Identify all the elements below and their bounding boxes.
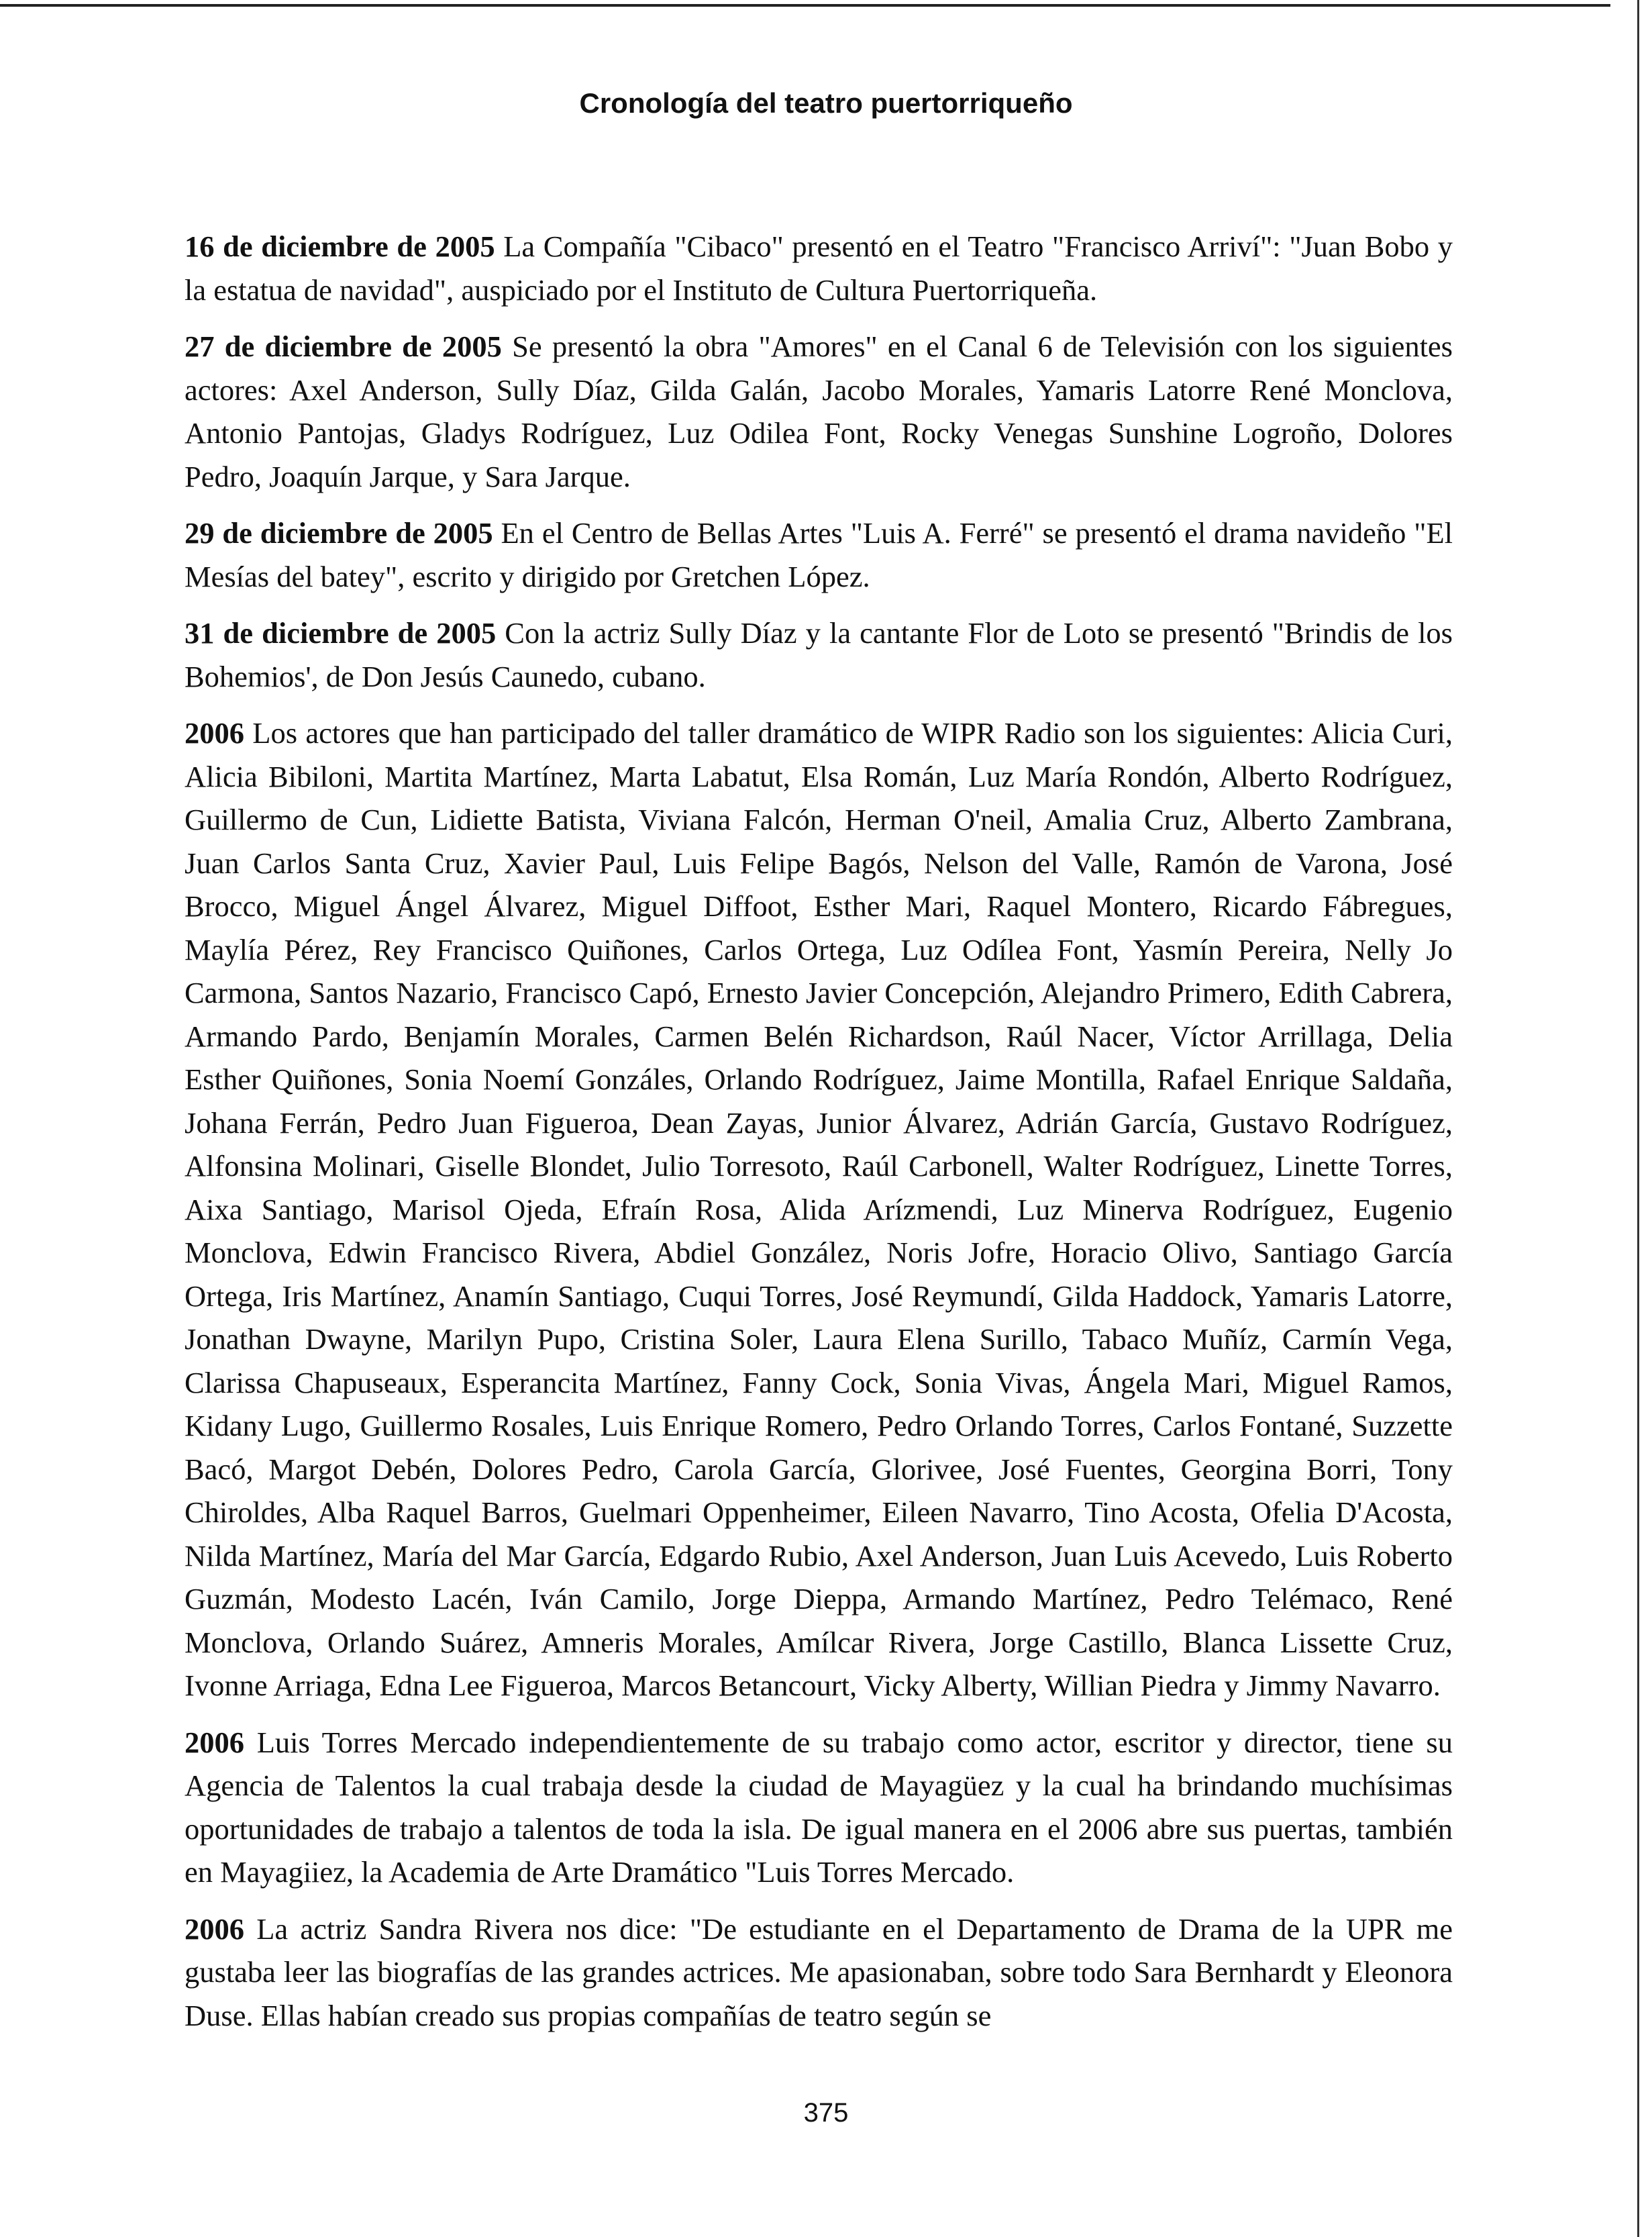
entry [185, 611, 1453, 698]
entry-text: La actriz Sandra Rivera nos dice: "De estudiante en el Departamento de Drama de la UPR me gustaba leer las biografías de las grandes actrices. Me apasionaban, sobre todo Sara Bernhardt y Eleonora Duse. Ellas habían creado sus propias compañías de teatro según se [185, 1911, 1453, 2032]
page-number: 375 [803, 2098, 849, 2128]
entry-text: La Compañía "Cibaco" presentó en el Teatro "Francisco Arriví": "Juan Bobo y la estatua de navidad", auspiciado por el Instituto de Cultura Puertorriqueña. [185, 230, 1453, 307]
entry-date: 2006 [185, 716, 244, 750]
entry [185, 1721, 1453, 1894]
entry-date: 31 de diciembre de 2005 [185, 616, 497, 650]
entry-date: 16 de diciembre de 2005 [185, 230, 495, 263]
entry-date: 29 de diciembre de 2005 [185, 516, 493, 550]
entry-date: 2006 [185, 1911, 244, 1946]
entry [185, 325, 1453, 498]
running-header: Cronología del teatro puertorriqueño [579, 87, 1073, 119]
entry [185, 711, 1453, 1707]
right-border-rule [1637, 0, 1639, 2237]
entry-date: 27 de diciembre de 2005 [185, 330, 502, 363]
entry-date: 2006 [185, 1725, 244, 1759]
entry-text: Con la actriz Sully Díaz y la cantante Flor de Loto se presentó "Brindis de los Bohemios', de Don Jesús Caunedo, cubano. [185, 616, 1453, 693]
entry [185, 225, 1453, 311]
entry-text: Luis Torres Mercado independientemente de su trabajo como actor, escritor y director, tiene su Agencia de Talentos la cual trabaja desde la ciudad de Mayagüez y la cual ha brindando muchísimas oportunidades de trabajo a talentos de toda la isla. De igual manera en el 2006 abre sus puertas, también en Mayagiiez, la Academia de Arte Dramático "Luis Torres Mercado. [185, 1725, 1453, 1889]
entry-text: En el Centro de Bellas Artes "Luis A. Ferré" se presentó el drama navideño "El Mesías del batey", escrito y dirigido por Gretchen López. [185, 516, 1453, 593]
entry-text: Se presentó la obra "Amores" en el Canal 6 de Televisión con los siguientes actores: Axel Anderson, Sully Díaz, Gilda Galán, Jacobo Morales, Yamaris Latorre René Monclova, Antonio Pantojas, Gladys Rodríguez, Luz Odilea Font, Rocky Venegas Sunshine Logroño, Dolores Pedro, Joaquín Jarque, y Sara Jarque. [185, 330, 1453, 493]
body-text [185, 225, 1453, 2050]
entry-text: Los actores que han participado del taller dramático de WIPR Radio son los siguientes: Alicia Curi, Alicia Bibiloni, Martita Martínez, Marta Labatut, Elsa Román, Luz María Rondón, Alberto Rodríguez, Guillermo de Cun, Lidiette Batista, Viviana Falcón, Herman O'neil, Amalia Cruz, Alberto Zambrana, Juan Carlos Santa Cruz, Xavier Paul, Luis Felipe Bagós, Nelson del Valle, Ramón de Varona, José Brocco, Miguel Ángel Álvarez, Miguel Diffoot, Esther Mari, Raquel Montero, Ricardo Fábregues, Maylía Pérez, Rey Francisco Quiñones, Carlos Ortega, Luz Odílea Font, Yasmín Pereira, Nelly Jo Carmona, Santos Nazario, Francisco Capó, Ernesto Javier Concepción, Alejandro Primero, Edith Cabrera, Armando Pardo, Benjamín Morales, Carmen Belén Richardson, Raúl Nacer, Víctor Arrillaga, Delia Esther Quiñones, Sonia Noemí Gonzáles, Orlando Rodríguez, Jaime Montilla, Rafael Enrique Saldaña, Johana Ferrán, Pedro Juan Figueroa, Dean Zayas, Junior Álvarez, Adrián García, Gustavo Rodríguez, Alfonsina Molinari, Giselle Blondet, Julio Torresoto, Raúl Carbonell, Walter Rodríguez, Linette Torres, Aixa Santiago, Marisol Ojeda, Efraín Rosa, Alida Arízmendi, Luz Minerva Rodríguez, Eugenio Monclova, Edwin Francisco Rivera, Abdiel González, Noris Jofre, Horacio Olivo, Santiago García Ortega, Iris Martínez, Anamín Santiago, Cuqui Torres, José Reymundí, Gilda Haddock, Yamaris Latorre, Jonathan Dwayne, Marilyn Pupo, Cristina Soler, Laura Elena Surillo, Tabaco Muñíz, Carmín Vega, Clarissa Chapuseaux, Esperancita Martínez, Fanny Cock, Sonia Vivas, Ángela Mari, Miguel Ramos, Kidany Lugo, Guillermo Rosales, Luis Enrique Romero, Pedro Orlando Torres, Carlos Fontané, Suzzette Bacó, Margot Debén, Dolores Pedro, Carola García, Glorivee, José Fuentes, Georgina Borri, Tony Chiroldes, Alba Raquel Barros, Guelmari Oppenheimer, Eileen Navarro, Tino Acosta, Ofelia D'Acosta, Nilda Martínez, María del Mar García, Edgardo Rubio, Axel Anderson, Juan Luis Acevedo, Luis Roberto Guzmán, Modesto Lacén, Iván Camilo, Jorge Dieppa, Armando Martínez, Pedro Telémaco, René Monclova, Orlando Suárez, Amneris Morales, Amílcar Rivera, Jorge Castillo, Blanca Lissette Cruz, Ivonne Arriaga, Edna Lee Figueroa, Marcos Betancourt, Vicky Alberty, Willian Piedra y Jimmy Navarro. [185, 716, 1453, 1702]
entry [185, 1907, 1453, 2038]
entry [185, 511, 1453, 598]
top-border-rule [0, 4, 1610, 7]
